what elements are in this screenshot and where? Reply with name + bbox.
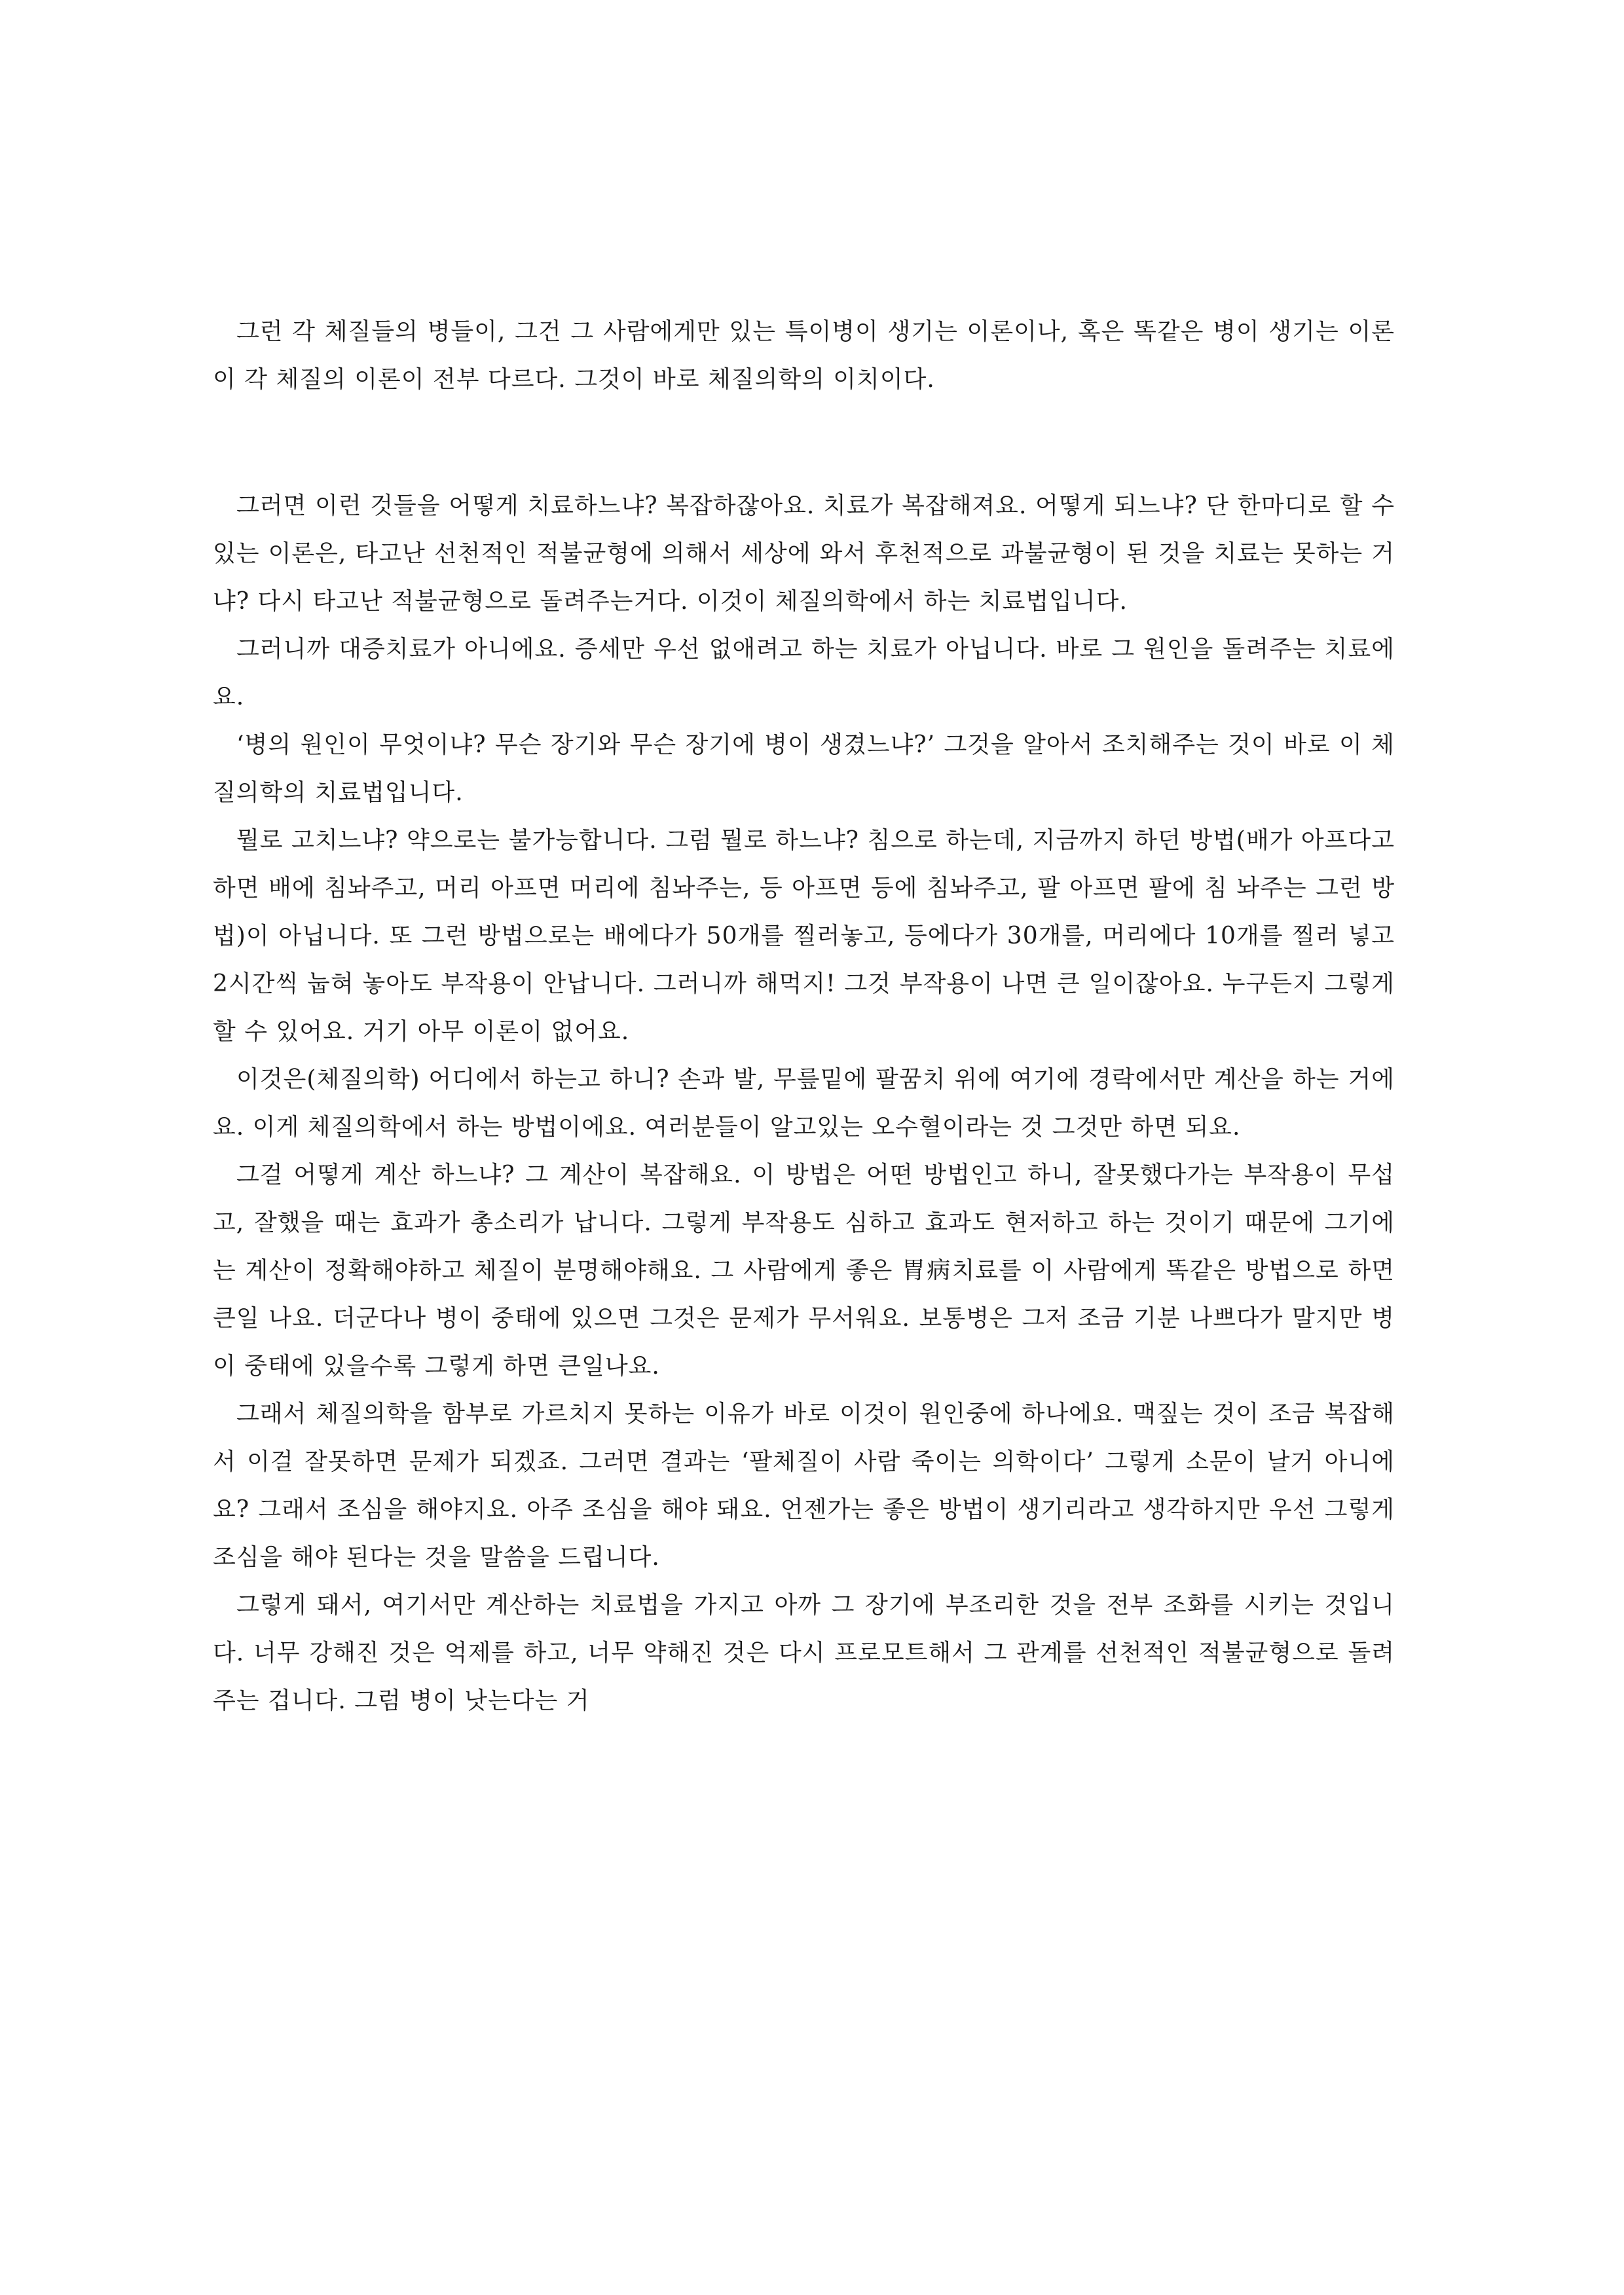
paragraph-8: 그래서 체질의학을 함부로 가르치지 못하는 이유가 바로 이것이 원인중에 하나에요. 맥짚는 것이 조금 복잡해서 이걸 잘못하면 문제가 되겠죠. 그러면 결과는 ‘팔체질이 사람 죽이는 의학이다’ 그렇게 소문이 날거 아니에요? 그래서 조심을 해야지요. 아주 조심을 해야 돼요. 언젠가는 좋은 방법이 생기리라고 생각하지만 우선 그렇게 조심을 해야 된다는 것을 말씀을 드립니다. bbox=[213, 1401, 1395, 1571]
paragraph-2: 그러면 이런 것들을 어떻게 치료하느냐? 복잡하잖아요. 치료가 복잡해져요. 어떻게 되느냐? 단 한마디로 할 수 있는 이론은, 타고난 선천적인 적불균형에 의해서 세상에 와서 후천적으로 과불균형이 된 것을 치료는 못하는 거냐? 다시 타고난 적불균형으로 돌려주는거다. 이것이 체질의학에서 하는 치료법입니다. bbox=[213, 492, 1395, 615]
paragraph-4: ‘병의 원인이 무엇이냐? 무슨 장기와 무슨 장기에 병이 생겼느냐?’ 그것을 알아서 조치해주는 것이 바로 이 체질의학의 치료법입니다. bbox=[213, 731, 1395, 806]
paragraph-6: 이것은(체질의학) 어디에서 하는고 하니? 손과 발, 무릎밑에 팔꿈치 위에 여기에 경락에서만 계산을 하는 거에요. 이게 체질의학에서 하는 방법이에요. 여러분들이 알고있는 오수혈이라는 것 그것만 하면 되요. bbox=[213, 1066, 1395, 1141]
paragraph-1: 그런 각 체질들의 병들이, 그건 그 사람에게만 있는 특이병이 생기는 이론이나, 혹은 똑같은 병이 생기는 이론이 각 체질의 이론이 전부 다르다. 그것이 바로 체질의학의 이치이다. bbox=[213, 318, 1395, 393]
paragraph-9: 그렇게 돼서, 여기서만 계산하는 치료법을 가지고 아까 그 장기에 부조리한 것을 전부 조화를 시키는 것입니다. 너무 강해진 것은 억제를 하고, 너무 약해진 것은 다시 프로모트해서 그 관계를 선천적인 적불균형으로 돌려주는 겁니다. 그럼 병이 낫는다는 거 bbox=[213, 1592, 1395, 1714]
document-page bbox=[213, 308, 1395, 1725]
paragraph-3: 그러니까 대증치료가 아니에요. 증세만 우선 없애려고 하는 치료가 아닙니다. 바로 그 원인을 돌려주는 치료에요. bbox=[213, 636, 1395, 710]
paragraph-5: 뭘로 고치느냐? 약으로는 불가능합니다. 그럼 뭘로 하느냐? 침으로 하는데, 지금까지 하던 방법(배가 아프다고 하면 배에 침놔주고, 머리 아프면 머리에 침놔주는, 등 아프면 등에 침놔주고, 팔 아프면 팔에 침 놔주는 그런 방법)이 아닙니다. 또 그런 방법으로는 배에다가 50개를 찔러놓고, 등에다가 30개를, 머리에다 10개를 찔러 넣고 2시간씩 눕혀 놓아도 부작용이 안납니다. 그러니까 해먹지! 그것 부작용이 나면 큰 일이잖아요. 누구든지 그렇게 할 수 있어요. 거기 아무 이론이 없어요. bbox=[213, 827, 1395, 1045]
paragraph-7: 그걸 어떻게 계산 하느냐? 그 계산이 복잡해요. 이 방법은 어떤 방법인고 하니, 잘못했다가는 부작용이 무섭고, 잘했을 때는 효과가 총소리가 납니다. 그렇게 부작용도 심하고 효과도 현저하고 하는 것이기 때문에 그기에는 계산이 정확해야하고 체질이 분명해야해요. 그 사람에게 좋은 胃病치료를 이 사람에게 똑같은 방법으로 하면 큰일 나요. 더군다나 병이 중태에 있으면 그것은 문제가 무서워요. 보통병은 그저 조금 기분 나쁘다가 말지만 병이 중태에 있을수록 그렇게 하면 큰일나요. bbox=[213, 1162, 1395, 1380]
